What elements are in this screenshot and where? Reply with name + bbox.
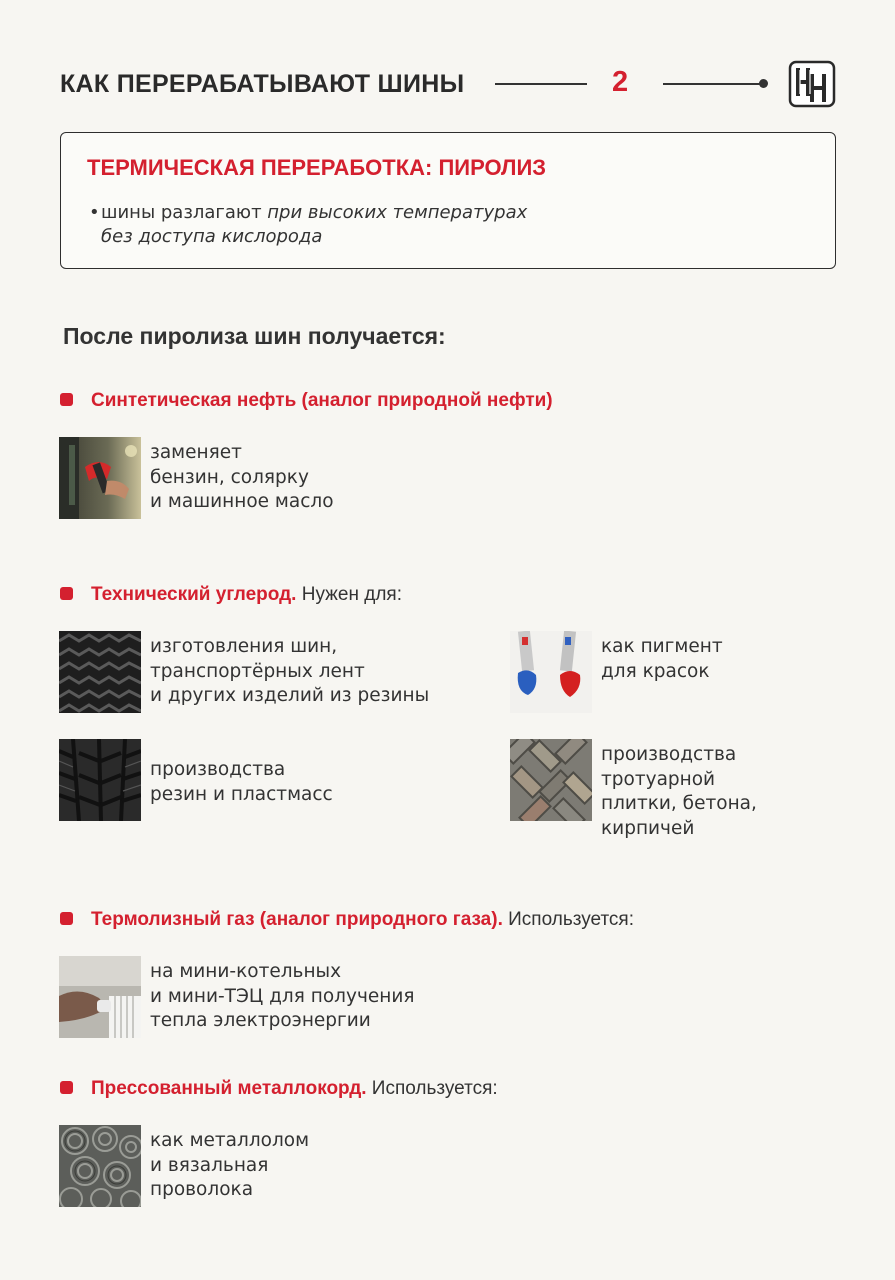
item-line: транспортёрных лент [150,660,365,682]
results-heading: После пиролиза шин получается: [63,323,446,349]
item-line: как пигмент [601,636,723,657]
section-title-red: Технический углерод. [91,584,297,605]
page-header [60,66,838,110]
item-line: тепла электроэнергии [150,1010,371,1031]
pyrolysis-box [60,132,836,269]
box-text-plain: шины разлагают [101,202,268,223]
item-line: кирпичей [601,817,695,839]
item-line: и машинное масло [150,491,334,512]
item-line: как металлолом [150,1130,310,1151]
paving-tiles-image [510,739,592,821]
item-line: производства [150,759,286,780]
section-title-rest: Нужен для: [296,584,402,605]
item-line: изготовления шин, [150,636,338,657]
box-bullet-text [89,201,789,249]
item-line: на мини-котельных [150,961,342,982]
item-text [601,635,895,684]
section-marker-icon [60,1081,73,1094]
nn-logo-icon [788,60,836,108]
box-text-italic-2: без доступа кислорода [101,226,323,247]
section-thermolysis-gas [60,909,634,931]
item-text [150,758,480,807]
section-marker-icon [60,393,73,406]
section-synthetic-oil [60,390,553,412]
item-line: и вязальная [150,1154,269,1176]
item-line: заменяет [150,442,242,463]
section-title-red: Синтетическая нефть (аналог природной нефти) [91,390,553,411]
section-title-rest: Используется: [366,1078,498,1099]
radiator-image [59,956,141,1038]
section-title-rest: Используется: [502,909,634,930]
box-text-italic-1: при высоких температурах [267,202,528,223]
tire-stack-image [59,631,141,713]
item-line: производства [601,744,737,765]
item-line: тротуарной [601,768,716,790]
item-text [150,960,480,1034]
item-line: для красок [601,660,710,682]
section-marker-icon [60,912,73,925]
section-marker-icon [60,587,73,600]
item-line: и мини-ТЭЦ для получения [150,985,415,1007]
section-title-red: Прессованный металлокорд. [91,1078,367,1099]
item-text [150,441,480,515]
wire-coils-image [59,1125,141,1207]
item-text [150,1129,480,1203]
item-line: и других изделий из резины [150,685,430,706]
item-text [601,743,895,841]
item-line: резин и пластмасс [150,783,333,805]
bullet: • [89,202,100,223]
item-line: бензин, солярку [150,466,309,488]
header-line-dot [759,79,768,88]
page-number: 2 [612,66,629,98]
section-title-red: Термолизный газ (аналог природного газа). [91,909,503,930]
tire-tread-image [59,739,141,821]
section-technical-carbon [60,584,402,606]
section-steel-cord [60,1078,498,1100]
header-line-left [495,83,587,85]
fuel-nozzle-image [59,437,141,519]
item-line: плитки, бетона, [601,793,757,814]
page-title: КАК ПЕРЕРАБАТЫВАЮТ ШИНЫ [60,70,465,98]
header-line-right [663,83,763,85]
paint-tubes-image [510,631,592,713]
item-text [150,635,480,709]
item-line: проволока [150,1179,254,1200]
box-title: ТЕРМИЧЕСКАЯ ПЕРЕРАБОТКА: ПИРОЛИЗ [87,155,547,180]
